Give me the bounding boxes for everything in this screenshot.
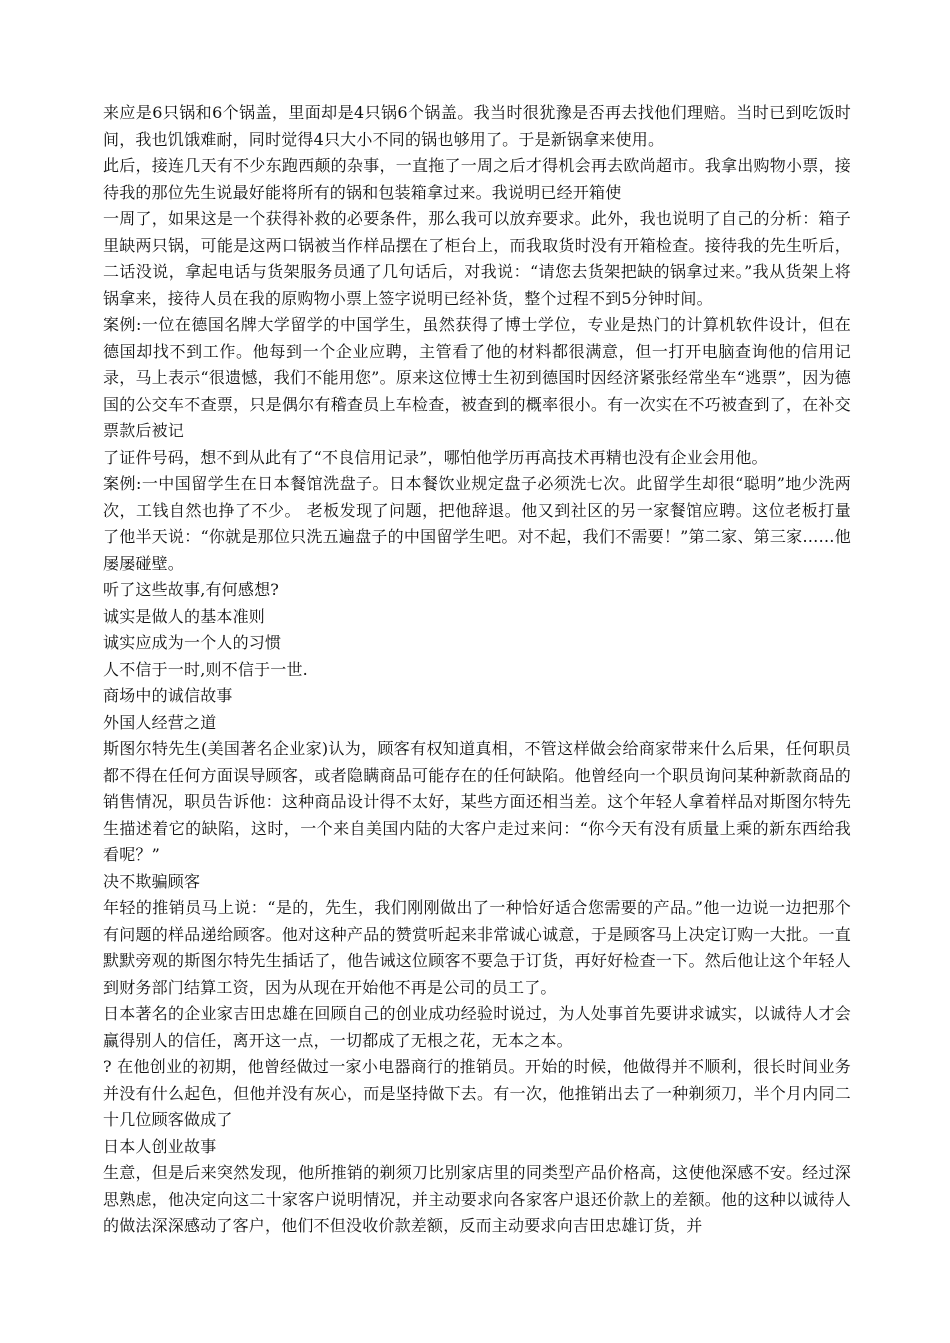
question-line: 听了这些故事,有何感想?	[103, 580, 280, 599]
paragraph: 年轻的推销员马上说：“是的，先生，我们刚刚做出了一种恰好适合您需要的产品。”他一边说一边把那个有问题的样品递给顾客。他对这种产品的赞赏听起来非常诚心诚意，于是顾客马上决定订购一大批。一直默默旁观的斯图尔特先生插话了，他告诫这位顾客不要急于订货，再好好检查一下。然后他让这个年轻人到财务部门结算工资，因为从现在开始他不再是公司的员工了。	[103, 898, 851, 997]
document-body	[103, 100, 851, 1240]
section-heading: 外国人经营之道	[103, 712, 217, 732]
paragraph: 斯图尔特先生(美国著名企业家)认为，顾客有权知道真相，不管这样做会给商家带来什么后果，任何职员都不得在任何方面误导顾客，或者隐瞒商品可能存在的任何缺陷。他曾经向一个职员询问某种新款商品的销售情况，职员告诉他：这种商品设计得不太好，某些方面还相当差。这个年轻人拿着样品对斯图尔特先生描述着它的缺陷，这时，一个来自美国内陆的大客户走过来问：“你今天有没有质量上乘的新东西给我看呢？”	[103, 739, 851, 864]
paragraph: 此后，接连几天有不少东跑西颠的杂事，一直拖了一周之后才得机会再去欧尚超市。我拿出购物小票，接待我的那位先生说最好能将所有的锅和包装箱拿过来。我说明已经开箱使	[103, 156, 851, 202]
paragraph: 案例:一位在德国名牌大学留学的中国学生，虽然获得了博士学位，专业是热门的计算机软件设计，但在德国却找不到工作。他每到一个企业应聘，主管看了他的材料都很满意，但一打开电脑查询他的信用记录，马上表示“很遗憾，我们不能用您”。原来这位博士生初到德国时因经济紧张经常坐车“逃票”，因为德国的公交车不查票，只是偶尔有稽查员上车检查，被查到的概率很小。有一次实在不巧被查到了，在补交票款后被记	[103, 315, 851, 440]
short-line: 人不信于一时,则不信于一世.	[103, 659, 308, 679]
section-heading: 商场中的诚信故事	[103, 686, 233, 705]
paragraph: ? 在他创业的初期，他曾经做过一家小电器商行的推销员。开始的时候，他做得并不顺利，很长时间业务并没有什么起色，但他并没有灰心，而是坚持做下去。有一次，他推销出去了一种剃须刀，半个月内同二十几位顾客做成了	[103, 1057, 851, 1129]
section-heading: 日本人创业故事	[103, 1136, 217, 1156]
paragraph: 一周了，如果这是一个获得补救的必要条件，那么我可以放弃要求。此外，我也说明了自己的分析：箱子里缺两只锅，可能是这两口锅被当作样品摆在了柜台上，而我取货时没有开箱检查。接待我的先生听后，二话没说，拿起电话与货架服务员通了几句话后，对我说：“请您去货架把缺的锅拿过来。”我从货架上将锅拿来，接待人员在我的原购物小票上签字说明已经补货，整个过程不到5分钟时间。	[103, 209, 851, 308]
short-line: 诚实应成为一个人的习惯	[103, 633, 282, 652]
paragraph: 案例:一中国留学生在日本餐馆洗盘子。日本餐饮业规定盘子必须洗七次。此留学生却很“聪明”地少洗两次，工钱自然也挣了不少。 老板发现了问题，把他辞退。他又到社区的另一家餐馆应聘。这位老板打量了他半天说：“你就是那位只洗五遍盘子的中国留学生吧。对不起，我们不需要！”第二家、第三家……他屡屡碰壁。	[103, 474, 851, 573]
paragraph: 了证件号码，想不到从此有了“不良信用记录”，哪怕他学历再高技术再精也没有企业会用他。	[103, 447, 768, 467]
short-line: 诚实是做人的基本准则	[103, 606, 266, 626]
section-heading: 决不欺骗顾客	[103, 871, 201, 891]
paragraph: 日本著名的企业家吉田忠雄在回顾自己的创业成功经验时说过，为人处事首先要讲求诚实，以诚待人才会赢得别人的信任，离开这一点，一切都成了无根之花，无本之本。	[103, 1004, 851, 1050]
paragraph: 生意，但是后来突然发现，他所推销的剃须刀比别家店里的同类型产品价格高，这使他深感不安。经过深思熟虑，他决定向这二十家客户说明情况，并主动要求向各家客户退还价款上的差额。他的这种以诚待人的做法深深感动了客户，他们不但没收价款差额，反而主动要求向吉田忠雄订货，并	[103, 1163, 851, 1235]
paragraph: 来应是6只锅和6个锅盖，里面却是4只锅6个锅盖。我当时很犹豫是否再去找他们理赔。当时已到吃饭时间，我也饥饿难耐，同时觉得4只大小不同的锅也够用了。于是新锅拿来使用。	[103, 103, 851, 149]
